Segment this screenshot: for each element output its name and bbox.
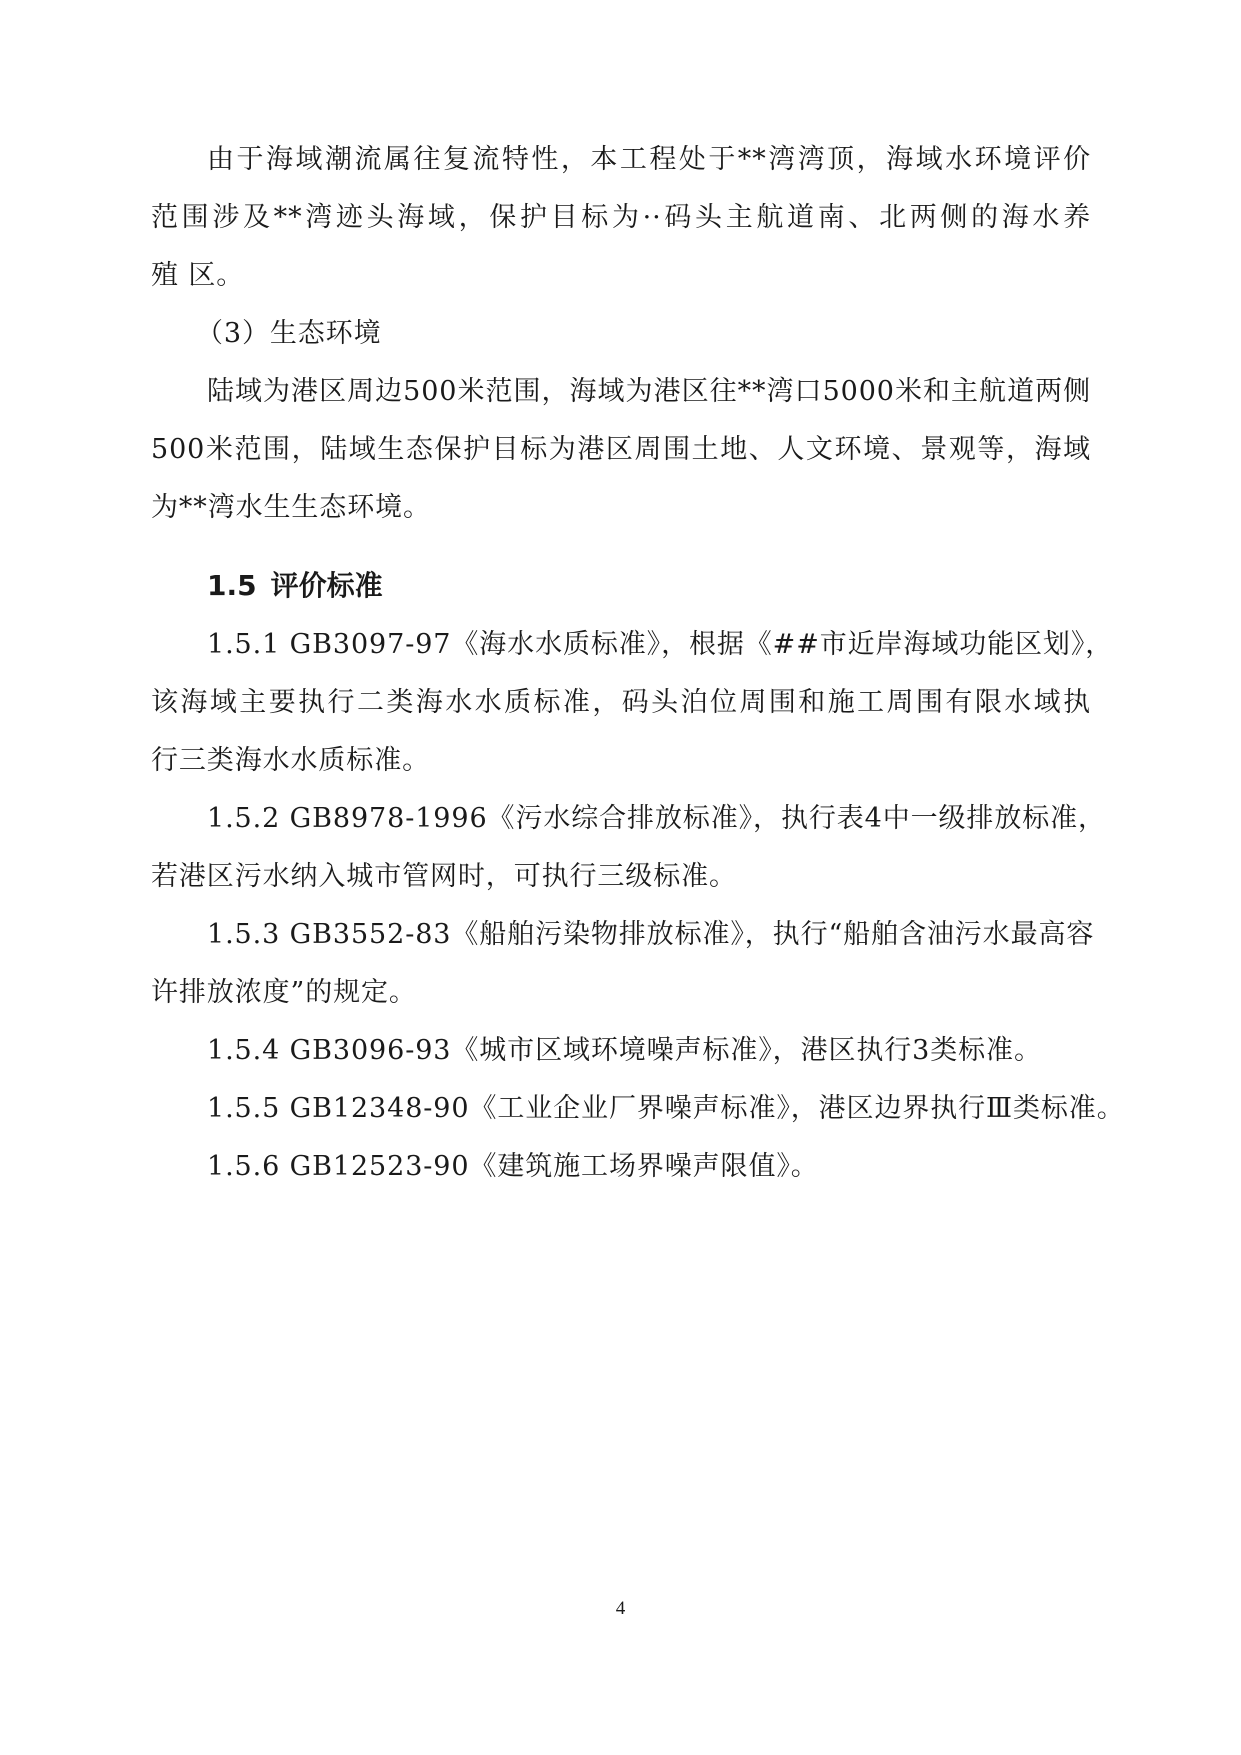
section-heading <box>207 566 383 606</box>
item-1-5-5: 1.5.5 GB12348-90《工业企业厂界噪声标准》，港区边界执行Ⅲ类标准。 <box>207 1093 1125 1124</box>
page-number: 4 <box>615 1598 626 1619</box>
paragraph-2-line-3: 为**湾水生生态环境。 <box>151 492 431 523</box>
item-1-5-3-line-1: 1.5.3 GB3552-83《船舶污染物排放标准》，执行“船舶含油污水最高容 <box>207 919 1095 950</box>
paragraph-2-line-1: 陆域为港区周边500米范围，海域为港区往**湾口5000米和主航道两侧 <box>207 376 1091 407</box>
item-1-5-1-line-2: 该海域主要执行二类海水水质标准，码头泊位周围和施工周围有限水域执 <box>151 687 1091 718</box>
subheading-ecology: （3）生态环境 <box>196 318 382 349</box>
item-1-5-3-line-2: 许排放浓度”的规定。 <box>151 977 417 1008</box>
item-1-5-1-line-1: 1.5.1 GB3097-97《海水水质标准》，根据《##市近岸海域功能区划》， <box>207 629 1114 660</box>
item-1-5-2-line-1: 1.5.2 GB8978-1996《污水综合排放标准》，执行表4中一级排放标准， <box>207 803 1106 834</box>
item-1-5-1-line-3: 行三类海水水质标准。 <box>151 745 430 776</box>
section-title: 评价标准 <box>270 569 383 602</box>
item-1-5-6: 1.5.6 GB12523-90《建筑施工场界噪声限值》。 <box>207 1151 819 1182</box>
section-number: 1.5 <box>207 569 257 602</box>
paragraph-2-line-2: 500米范围，陆域生态保护目标为港区周围土地、人文环境、景观等，海域 <box>151 434 1091 465</box>
item-1-5-2-line-2: 若港区污水纳入城市管网时，可执行三级标准。 <box>151 861 737 892</box>
item-1-5-4: 1.5.4 GB3096-93《城市区域环境噪声标准》，港区执行3类标准。 <box>207 1035 1042 1066</box>
paragraph-1-line-1: 由于海域潮流属往复流特性，本工程处于**湾湾顶，海域水环境评价 <box>207 144 1091 175</box>
paragraph-1-line-2: 范围涉及**湾迹头海域，保护目标为··码头主航道南、北两侧的海水养 <box>151 202 1091 233</box>
paragraph-1-line-3: 殖 区。 <box>151 260 245 291</box>
